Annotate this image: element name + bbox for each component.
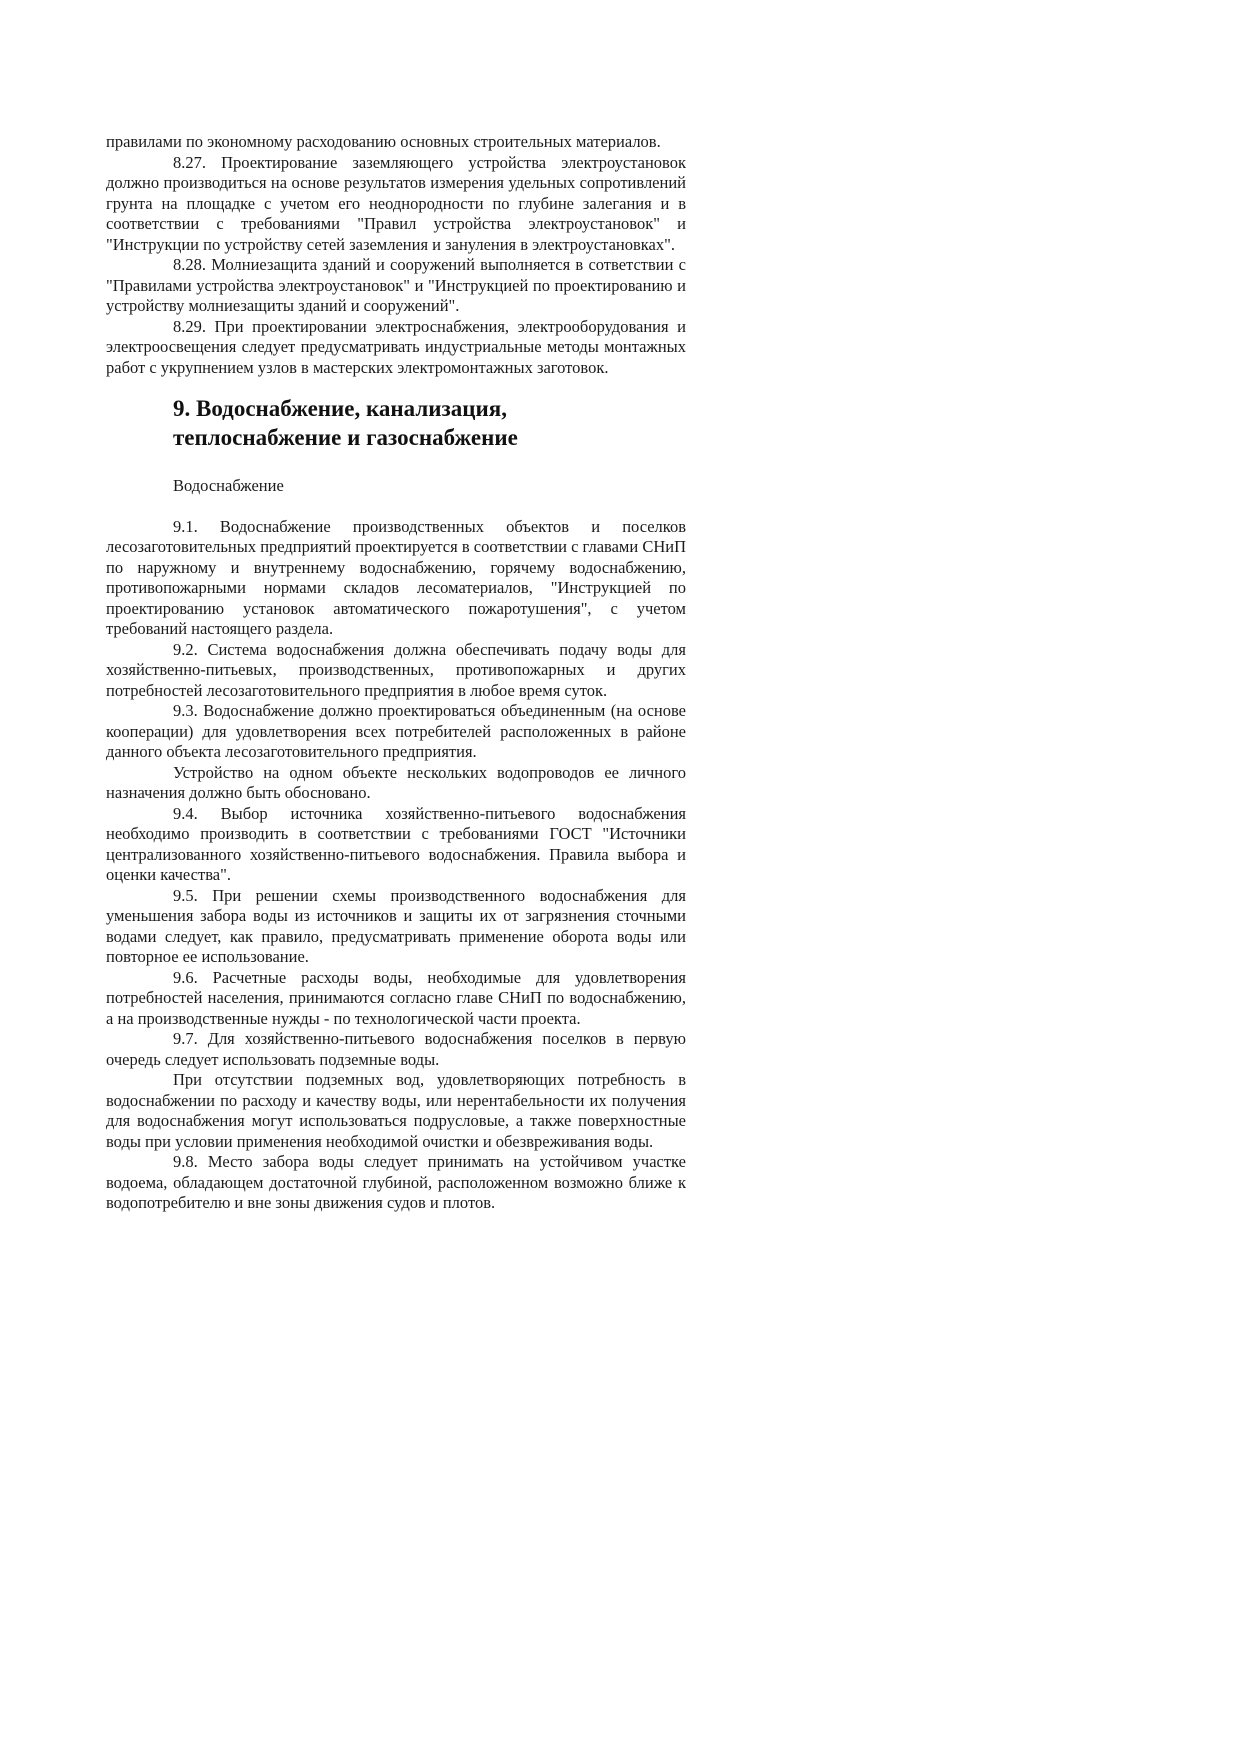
paragraph-9-7-note: При отсутствии подземных вод, удовлетворяющих потребность в водоснабжении по расходу и качеству воды, или нерентабельности их получения для водоснабжения могут использоваться подрусловые, а также поверхностные воды при условии применения необходимой очистки и обезвреживания воды. (106, 1070, 686, 1151)
paragraph-9-2: 9.2. Система водоснабжения должна обеспечивать подачу воды для хозяйственно-питьевых, производственных, противопожарных и других потребностей лесозаготовительного предприятия в любое время суток. (106, 639, 686, 700)
paragraph-9-5: 9.5. При решении схемы производственного водоснабжения для уменьшения забора воды из источников и защиты их от загрязнения сточными водами следует, как правило, предусматривать применение оборота воды или повторное ее использование. (106, 885, 686, 966)
paragraph-9-7: 9.7. Для хозяйственно-питьевого водоснабжения поселков в первую очередь следует использовать подземные воды. (106, 1029, 686, 1069)
paragraph-9-4: 9.4. Выбор источника хозяйственно-питьевого водоснабжения необходимо производить в соответствии с требованиями ГОСТ "Источники централизованного хозяйственно-питьевого водоснабжения. Правила выбора и оценки качества". (106, 803, 686, 884)
paragraph-9-8: 9.8. Место забора воды следует принимать на устойчивом участке водоема, обладающем достаточной глубиной, расположенном возможно ближе к водопотребителю и вне зоны движения судов и плотов. (106, 1152, 686, 1212)
paragraph-9-1: 9.1. Водоснабжение производственных объектов и поселков лесозаготовительных предприятий проектируется в соответствии с главами СНиП по наружному и внутреннему водоснабжению, горячему водоснабжению, противопожарными нормами складов лесоматериалов, "Инструкцией по проектированию установок автоматического пожаротушения", с учетом требований настоящего раздела. (106, 516, 686, 638)
paragraph-9-6: 9.6. Расчетные расходы воды, необходимые для удовлетворения потребностей населения, принимаются согласно главе СНиП по водоснабжению, а на производственные нужды - по технологической части проекта. (106, 967, 686, 1028)
section-9-heading-line-1: 9. Водоснабжение, канализация, (173, 396, 507, 421)
document-page (106, 132, 686, 1214)
paragraph-8-27: 8.27. Проектирование заземляющего устройства электроустановок должно производиться на основе результатов измерения удельных сопротивлений грунта на площадке с учетом его неоднородности по глубине залегания и в соответствии с требованиями "Правил устройства электроустановок" и "Инструкции по устройству сетей заземления и зануления в электроустановках". (106, 152, 686, 254)
section-9-heading-line-2: теплоснабжение и газоснабжение (173, 425, 518, 450)
paragraph-8-28: 8.28. Молниезащита зданий и сооружений выполняется в сответствии с "Правилами устройства электроустановок" и "Инструкцией по проектированию и устройству молниезащиты зданий и сооружений". (106, 255, 686, 315)
paragraph-continuation: правилами по экономному расходованию основных строительных материалов. (106, 132, 661, 151)
paragraph-9-3: 9.3. Водоснабжение должно проектироваться объединенным (на основе кооперации) для удовлетворения всех потребителей расположенных в районе данного объекта лесозаготовительного предприятия. (106, 701, 686, 761)
paragraph-8-29: 8.29. При проектировании электроснабжения, электрооборудования и электроосвещения следует предусматривать индустриальные методы монтажных работ с укрупнением узлов в мастерских электромонтажных заготовок. (106, 316, 686, 377)
subheading-water-supply: Водоснабжение (173, 476, 284, 495)
paragraph-9-3-note: Устройство на одном объекте нескольких водопроводов ее личного назначения должно быть обосновано. (106, 762, 686, 802)
section-9-heading (173, 394, 686, 452)
